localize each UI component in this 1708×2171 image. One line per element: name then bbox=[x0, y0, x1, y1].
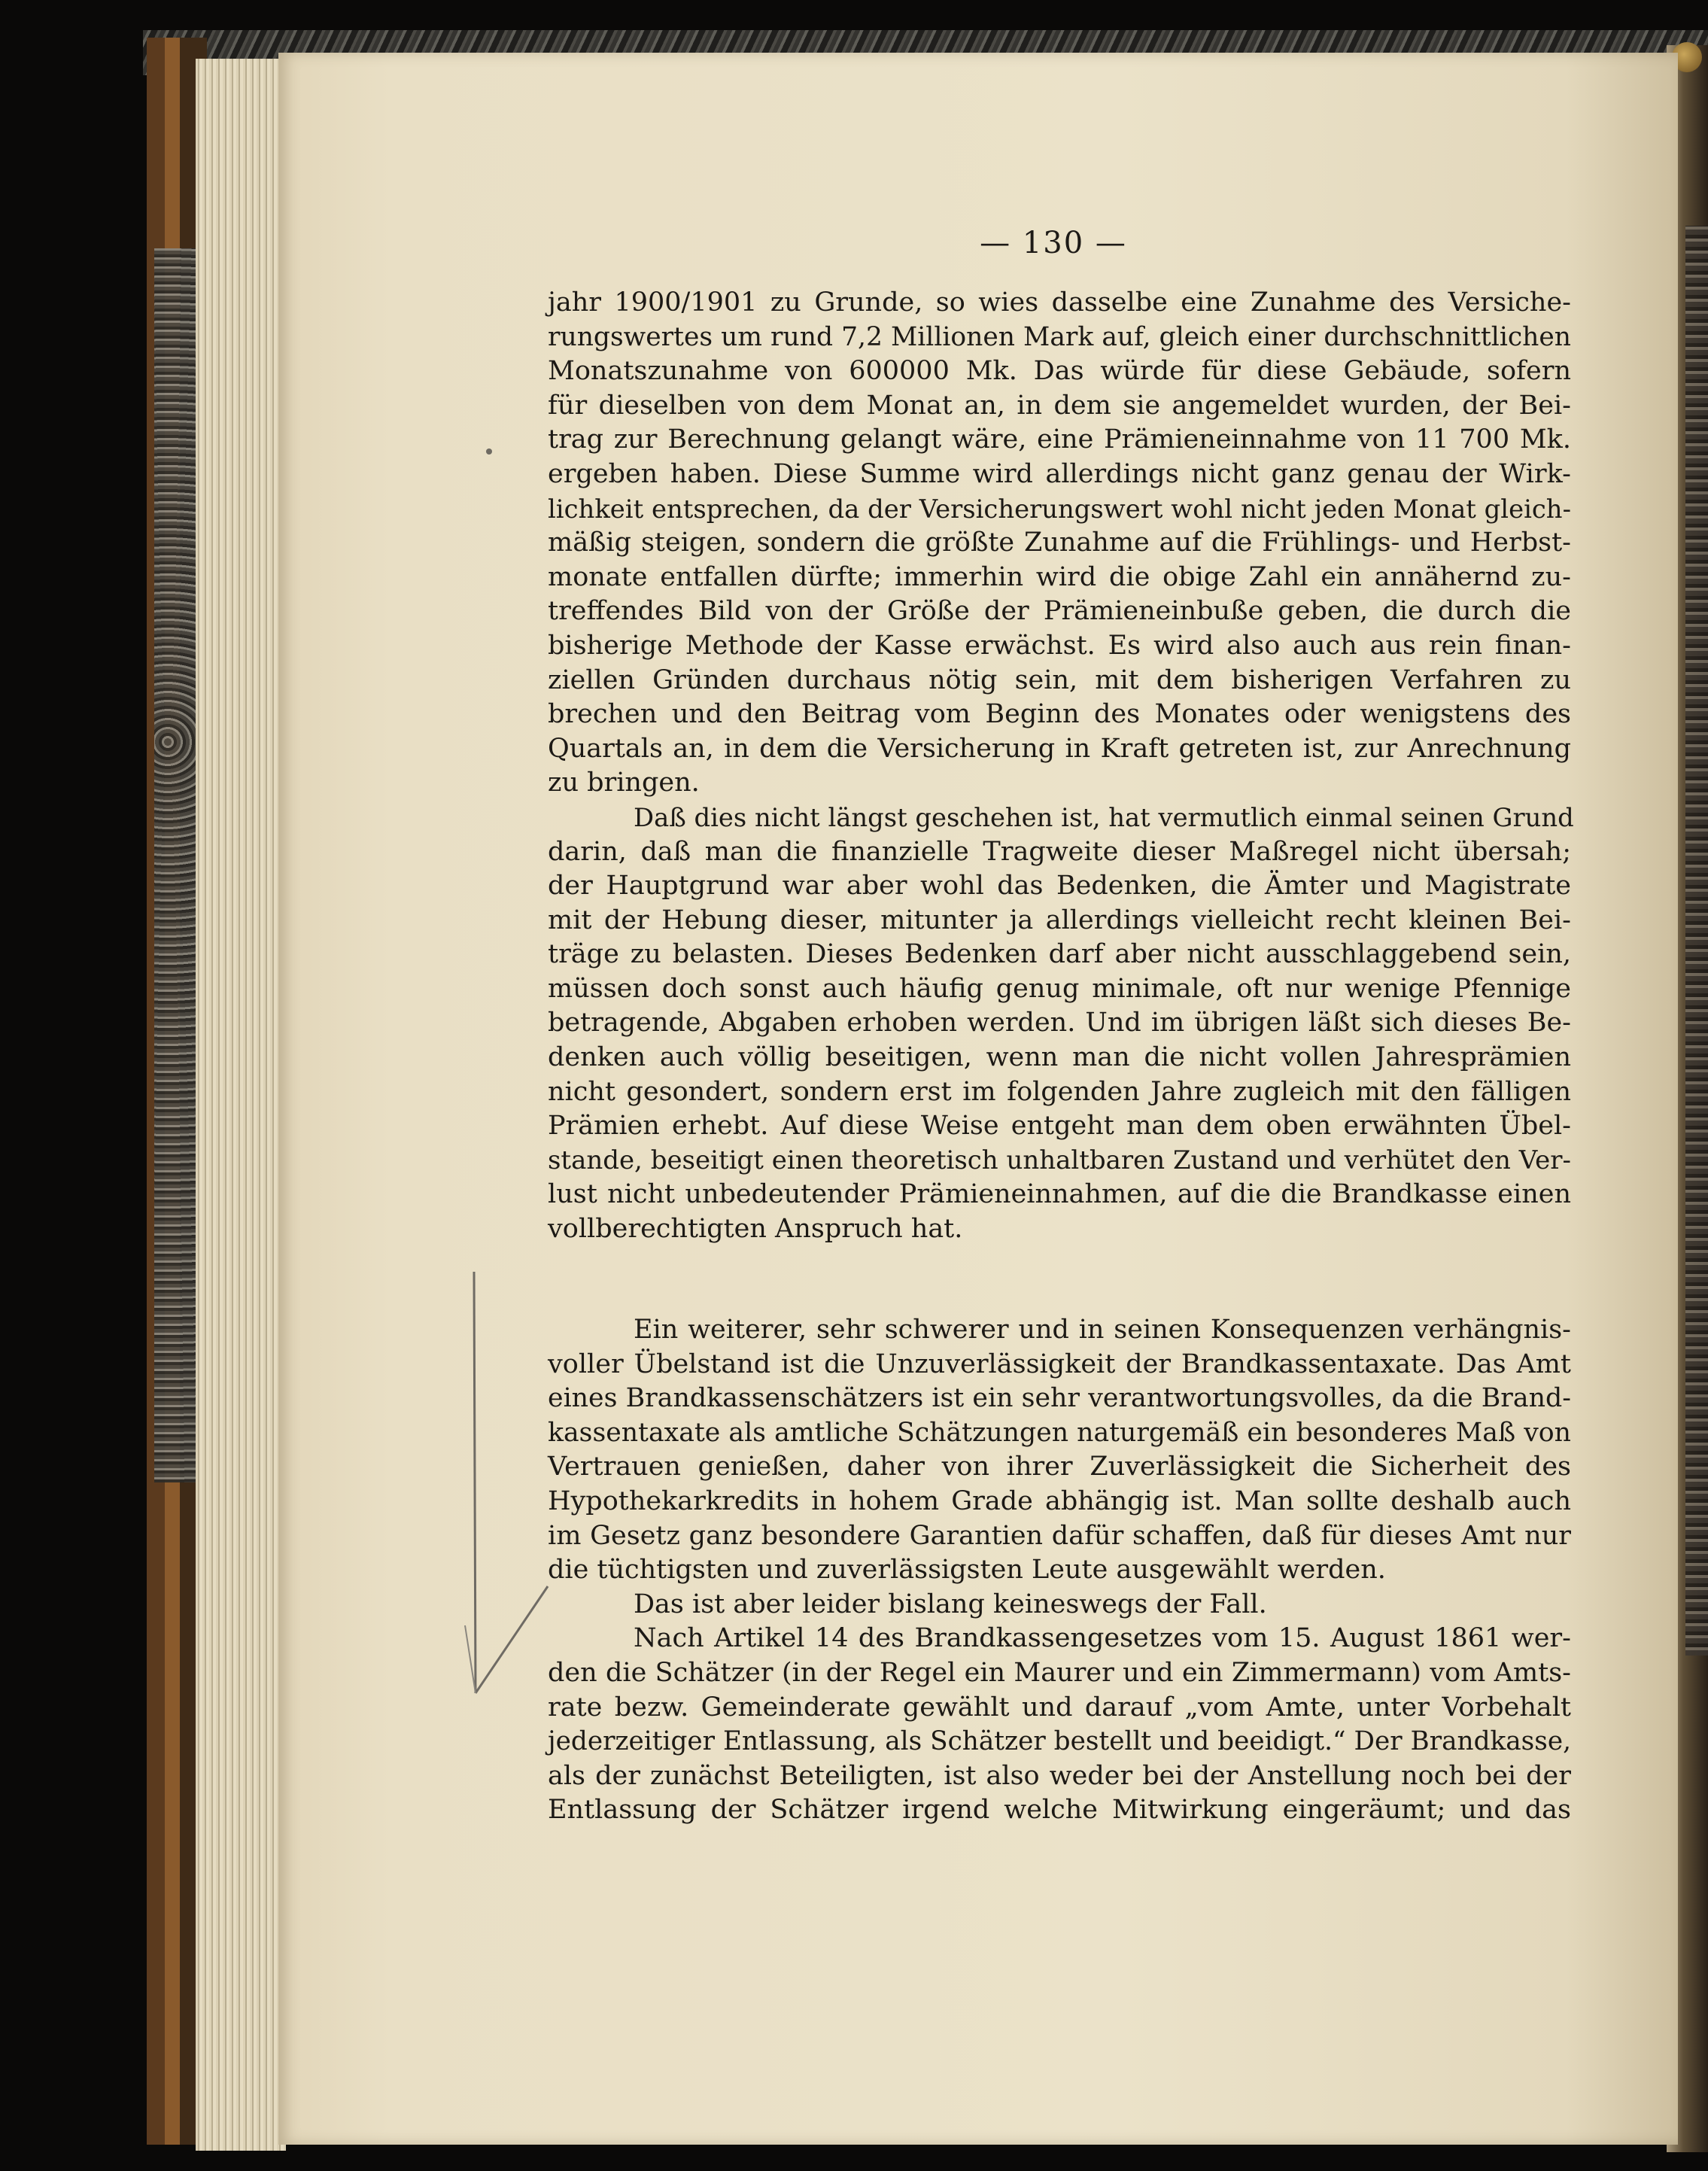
paragraph-1 bbox=[548, 286, 1571, 801]
text-line: eines Brandkassenschätzers ist ein sehr verantwortungsvolles, da die Brand- bbox=[548, 1383, 1571, 1414]
text-line: für dieselben von dem Monat an, in dem sie angemeldet wurden, der Bei- bbox=[548, 390, 1571, 421]
text-line: lust nicht unbedeutender Prämieneinnahmen, auf die die Brandkasse einen bbox=[548, 1179, 1571, 1210]
paragraph-3 bbox=[548, 1313, 1571, 1588]
paragraph-2 bbox=[548, 801, 1574, 1247]
text-line: Hypothekarkredits in hohem Grade abhängig ist. Man sollte deshalb auch bbox=[548, 1485, 1571, 1516]
text-line: darin, daß man die finanzielle Tragweite dieser Maßregel nicht übersah; bbox=[548, 836, 1571, 867]
text-line: rate bezw. Gemeinderate gewählt und darauf „vom Amte, unter Vorbehalt bbox=[548, 1692, 1571, 1723]
text-line: betragende, Abgaben erhoben werden. Und im übrigen läßt sich dieses Be- bbox=[548, 1008, 1571, 1038]
text-line: träge zu belasten. Dieses Bedenken darf aber nicht ausschlaggebend sein, bbox=[548, 939, 1571, 970]
text-line: Monatszunahme von 600000 Mk. Das würde für diese Gebäude, sofern bbox=[548, 356, 1571, 387]
text-line: im Gesetz ganz besondere Garantien dafür schaffen, daß für dieses Amt nur bbox=[548, 1520, 1571, 1551]
text-line: nicht gesondert, sondern erst im folgenden Jahre zugleich mit den fälligen bbox=[548, 1076, 1571, 1107]
page-number: — 130 — bbox=[980, 226, 1127, 260]
paragraph-5 bbox=[548, 1622, 1571, 1828]
text-line: Das ist aber leider bislang keineswegs der Fall. bbox=[634, 1589, 1267, 1619]
text-line: jahr 1900/1901 zu Grunde, so wies dasselbe eine Zunahme des Versiche- bbox=[548, 287, 1571, 318]
marbled-cover-right bbox=[1685, 226, 1708, 1656]
text-line: ergeben haben. Diese Summe wird allerdings nicht ganz genau der Wirk- bbox=[548, 458, 1571, 489]
text-line: den die Schätzer (in der Regel ein Maurer und ein Zimmermann) vom Amts- bbox=[548, 1657, 1571, 1688]
page-edge-stack bbox=[196, 59, 286, 2151]
text-line: Quartals an, in dem die Versicherung in Kraft getreten ist, zur Anrechnung bbox=[548, 733, 1571, 764]
text-line: voller Übelstand ist die Unzuverlässigkeit der Brandkassentaxate. Das Amt bbox=[548, 1349, 1571, 1379]
text-line: der Hauptgrund war aber wohl das Bedenken, die Ämter und Magistrate bbox=[548, 871, 1571, 902]
text-line: brechen und den Beitrag vom Beginn des Monates oder wenigstens des bbox=[548, 699, 1571, 730]
text-line: rungswertes um rund 7,2 Millionen Mark auf, gleich einer durchschnittlichen bbox=[548, 321, 1571, 352]
margin-dot bbox=[486, 448, 492, 455]
text-line: treffendes Bild von der Größe der Prämieneinbuße geben, die durch die bbox=[548, 596, 1571, 627]
paragraph-4 bbox=[548, 1588, 1571, 1622]
body-text-upper bbox=[548, 286, 1574, 1247]
text-line: Daß dies nicht längst geschehen ist, hat vermutlich einmal seinen Grund bbox=[634, 802, 1574, 832]
marbled-cover-left bbox=[154, 248, 199, 1482]
text-line: Vertrauen genießen, daher von ihrer Zuverlässigkeit die Sicherheit des bbox=[548, 1452, 1571, 1482]
text-line: lichkeit entsprechen, da der Versicherungswert wohl nicht jeden Monat gleich- bbox=[548, 494, 1571, 524]
text-line: trag zur Berechnung gelangt wäre, eine Prämieneinnahme von 11 700 Mk. bbox=[548, 424, 1571, 455]
text-line: stande, beseitigt einen theoretisch unhaltbaren Zustand und verhütet den Ver- bbox=[548, 1145, 1571, 1175]
text-line: müssen doch sonst auch häufig genug minimale, oft nur wenige Pfennige bbox=[548, 973, 1571, 1004]
text-line: Entlassung der Schätzer irgend welche Mitwirkung eingeräumt; und das bbox=[548, 1795, 1571, 1826]
text-line: die tüchtigsten und zuverlässigsten Leute ausgewählt werden. bbox=[548, 1555, 1386, 1586]
text-line: zu bringen. bbox=[548, 768, 700, 798]
text-line: jederzeitiger Entlassung, als Schätzer bestellt und beeidigt.“ Der Brandkasse, bbox=[548, 1726, 1571, 1757]
text-line: mit der Hebung dieser, mitunter ja allerdings vielleicht recht kleinen Bei- bbox=[548, 905, 1571, 935]
text-line: ziellen Gründen durchaus nötig sein, mit dem bisherigen Verfahren zu bbox=[548, 664, 1571, 695]
body-text-lower bbox=[548, 1313, 1571, 1828]
text-line: mäßig steigen, sondern die größte Zunahme auf die Frühlings- und Herbst- bbox=[548, 528, 1571, 558]
text-line: bisherige Methode der Kasse erwächst. Es wird also auch aus rein finan- bbox=[548, 630, 1571, 661]
text-line: vollberechtigten Anspruch hat. bbox=[548, 1214, 963, 1245]
text-line: Prämien erhebt. Auf diese Weise entgeht man dem oben erwähnten Übel- bbox=[548, 1111, 1571, 1142]
text-line: denken auch völlig beseitigen, wenn man die nicht vollen Jahresprämien bbox=[548, 1042, 1571, 1073]
text-line: Nach Artikel 14 des Brandkassengesetzes vom 15. August 1861 wer- bbox=[634, 1623, 1571, 1654]
text-line: als der zunächst Beteiligten, ist also weder bei der Anstellung noch bei der bbox=[548, 1760, 1571, 1791]
text-line: kassentaxate als amtliche Schätzungen naturgemäß ein besonderes Maß von bbox=[548, 1417, 1571, 1448]
text-line: Ein weiterer, sehr schwerer und in seinen Konsequenzen verhängnis- bbox=[634, 1315, 1571, 1345]
pencil-margin-mark bbox=[459, 1272, 557, 1723]
text-line: monate entfallen dürfte; immerhin wird die obige Zahl ein annähernd zu- bbox=[548, 561, 1571, 592]
